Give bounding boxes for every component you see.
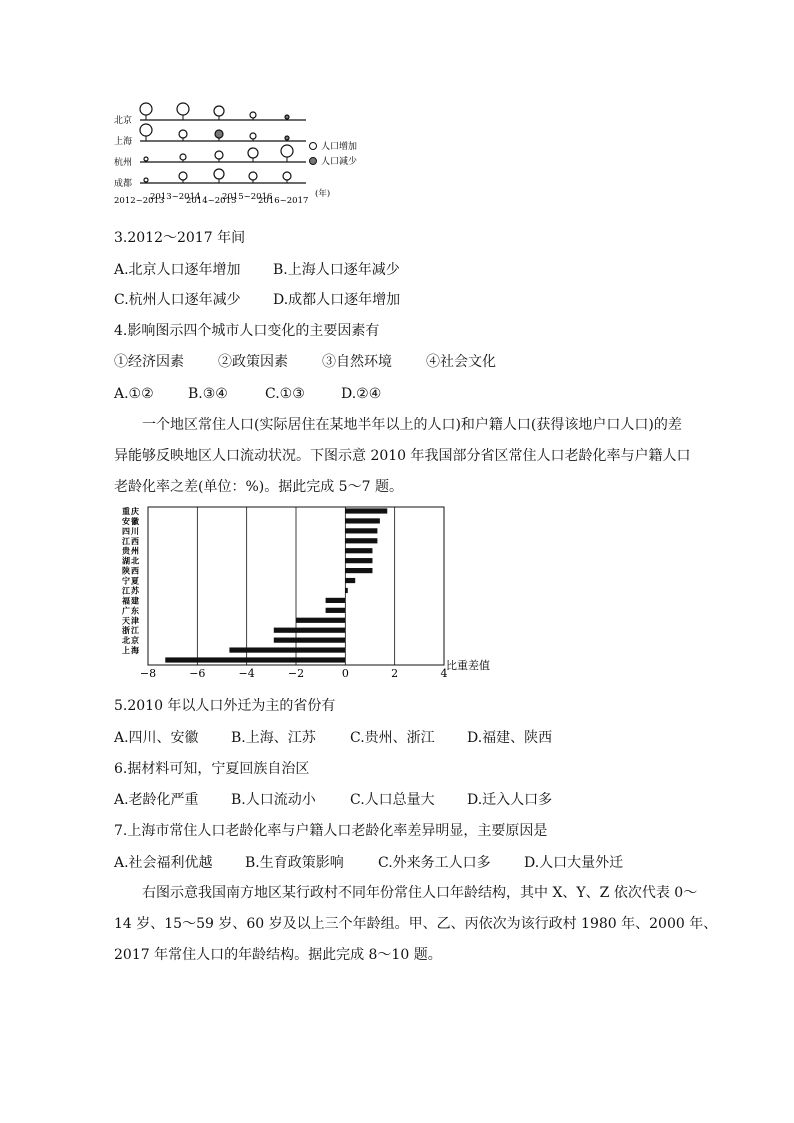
intro2-line2: 14 岁、15～59 岁、60 岁及以上三个年龄组。甲、乙、丙依次为该行政村 1980 年、2000 年、 [114, 916, 718, 932]
aging-rate-bar-chart [110, 500, 500, 685]
q6-stem: 6.据材料可知，宁夏回族自治区 [114, 761, 310, 777]
category-label: 重庆 [122, 506, 140, 516]
bar [345, 558, 372, 563]
q4-option-b[interactable]: B.③④ [188, 386, 228, 402]
population-circle [179, 130, 187, 138]
population-circle [140, 103, 152, 115]
q5-stem: 5.2010 年以人口外迁为主的省份有 [114, 698, 336, 714]
bar [274, 638, 346, 643]
q3-option-c[interactable]: C.杭州人口逐年减少 [114, 292, 241, 308]
population-circle [285, 136, 289, 140]
period-label: 2014~2015 [186, 196, 237, 206]
x-tick-label: 2 [391, 667, 399, 680]
bar [345, 548, 372, 553]
population-circle [214, 169, 224, 179]
x-tick-label: −6 [189, 667, 206, 680]
q4-option-d[interactable]: D.②④ [341, 386, 382, 402]
bar [345, 508, 387, 513]
bar [345, 518, 380, 523]
q7-option-a[interactable]: A.社会福利优越 [114, 855, 213, 871]
x-tick-label: −8 [139, 667, 157, 680]
city-label: 北京 [114, 116, 133, 126]
period-label: 2015~2016 [222, 192, 273, 202]
x-axis-label: 比重差值 [446, 659, 490, 672]
q5-option-c[interactable]: C.贵州、浙江 [350, 730, 435, 746]
q4-item-1: ①经济因素 [114, 354, 184, 370]
q7-option-d[interactable]: D.人口大量外迁 [524, 855, 624, 871]
city-label: 杭州 [114, 158, 133, 168]
category-label: 浙江 [122, 625, 140, 636]
bar [345, 528, 377, 533]
bar [345, 538, 377, 543]
x-tick-label: 4 [440, 667, 448, 680]
category-label: 贵州 [122, 545, 140, 556]
category-label: 宁夏 [122, 575, 140, 586]
bar [165, 657, 345, 662]
category-label: 安徽 [122, 515, 140, 526]
category-label: 福建 [122, 595, 140, 606]
figure-city-population [110, 100, 370, 212]
population-circle [250, 112, 256, 118]
population-circle [179, 172, 187, 180]
bar [229, 647, 345, 652]
category-label: 江苏 [122, 585, 140, 596]
aging-rate-chart [110, 500, 500, 685]
city-population-diagram [110, 100, 370, 212]
population-circle [283, 172, 291, 180]
x-tick-label: −4 [238, 667, 255, 680]
bar [326, 598, 346, 603]
q6-option-c[interactable]: C.人口总量大 [350, 792, 435, 808]
intro1-line3: 老龄化率之差(单位：%)。据此完成 5～7 题。 [114, 479, 403, 495]
intro2-line3: 2017 年常住人口的年龄结构。据此完成 8～10 题。 [114, 947, 442, 963]
population-circle [215, 130, 223, 138]
bar [274, 628, 346, 633]
city-label: 成都 [114, 179, 133, 189]
population-circle [215, 151, 223, 159]
population-circle [144, 178, 148, 182]
population-circle [250, 133, 256, 139]
intro1-line2: 异能够反映地区人口流动状况。下图示意 2010 年我国部分省区常住人口老龄化率与户籍人口 [114, 448, 691, 464]
period-label: 2013~2014 [150, 192, 201, 202]
q4-option-c[interactable]: C.①③ [265, 386, 305, 402]
q4-stem: 4.影响图示四个城市人口变化的主要因素有 [114, 323, 380, 339]
x-tick-label: 0 [341, 667, 349, 680]
q6-option-d[interactable]: D.迁入人口多 [467, 792, 553, 808]
population-circle [214, 106, 224, 116]
intro1-line1: 一个地区常住人口(实际居住在某地半年以上的人口)和户籍人口(获得该地户口人口)的差 [142, 417, 682, 433]
q4-item-3: ③自然环境 [322, 354, 392, 370]
population-circle [180, 154, 186, 160]
legend-decrease-marker [310, 158, 317, 165]
q6-option-a[interactable]: A.老龄化严重 [114, 792, 199, 808]
category-label: 湖北 [122, 555, 140, 566]
population-circle [140, 124, 152, 136]
period-label: 2016~2017 [258, 196, 309, 206]
q3-option-a[interactable]: A.北京人口逐年增加 [114, 262, 241, 278]
population-circle [285, 115, 289, 119]
period-label: 2012~2013 [114, 196, 165, 206]
q5-option-b[interactable]: B.上海、江苏 [231, 730, 316, 746]
category-label: 北京 [122, 635, 140, 646]
intro2-line1: 右图示意我国南方地区某行政村不同年份常住人口年龄结构，其中 X、Y、Z 依次代表 0～ [142, 885, 698, 901]
unit-label: (年) [315, 189, 331, 199]
legend-decrease-label: 人口减少 [321, 157, 358, 167]
population-circle [144, 157, 148, 161]
q7-option-b[interactable]: B.生育政策影响 [245, 855, 344, 871]
population-circle [248, 148, 258, 158]
q4-item-2: ②政策因素 [218, 354, 288, 370]
q5-option-a[interactable]: A.四川、安徽 [114, 730, 199, 746]
category-label: 四川 [122, 525, 140, 536]
legend-increase-label: 人口增加 [321, 142, 358, 152]
category-label: 上海 [122, 645, 140, 656]
bar [345, 578, 355, 583]
q3-option-d[interactable]: D.成都人口逐年增加 [273, 292, 401, 308]
q5-option-d[interactable]: D.福建、陕西 [467, 730, 553, 746]
q3-option-b[interactable]: B.上海人口逐年减少 [273, 262, 400, 278]
x-tick-label: −2 [287, 667, 305, 680]
population-circle [249, 172, 257, 180]
city-label: 上海 [114, 137, 133, 147]
bar [326, 608, 346, 613]
category-label: 江西 [122, 535, 140, 546]
population-circle [281, 145, 293, 157]
bar [345, 588, 347, 593]
category-label: 陕西 [122, 565, 140, 576]
q6-option-b[interactable]: B.人口流动小 [231, 792, 316, 808]
bar [296, 618, 345, 623]
category-label: 天津 [122, 615, 140, 626]
legend-increase-marker [310, 143, 317, 150]
category-label: 广东 [122, 605, 140, 616]
q4-item-4: ④社会文化 [426, 354, 496, 370]
q3-stem: 3.2012～2017 年间 [114, 230, 246, 246]
bar [345, 568, 372, 573]
q7-option-c[interactable]: C.外来务工人口多 [378, 855, 491, 871]
q7-stem: 7.上海市常住人口老龄化率与户籍人口老龄化率差异明显，主要原因是 [114, 823, 548, 839]
q4-option-a[interactable]: A.①② [114, 386, 154, 402]
population-circle [177, 103, 189, 115]
